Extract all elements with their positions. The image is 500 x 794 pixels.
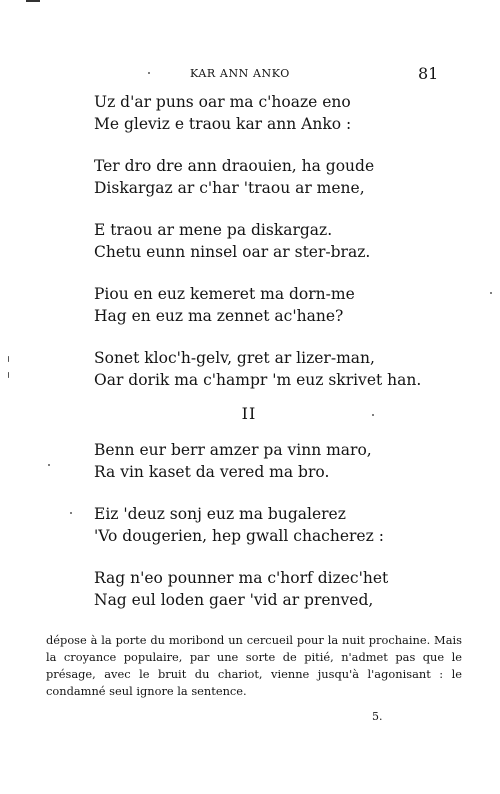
poem [94,91,474,611]
signature-mark: 5. [372,710,383,723]
section-numeral: II [241,404,257,423]
stanza [94,91,474,135]
verse-line: Piou en euz kemeret ma dorn-me [94,285,355,303]
verse-line: Uz d'ar puns oar ma c'hoaze eno [94,93,351,111]
stanza [94,283,474,327]
running-title: KAR ANN ANKO [190,67,290,80]
verse-line: 'Vo dougerien, hep gwall chacherez : [94,527,384,545]
print-speck [48,464,50,466]
corner-print-mark [26,0,40,5]
print-speck [8,372,9,378]
verse-line: Ter dro dre ann draouien, ha goude [94,157,375,175]
print-speck [70,512,72,514]
verse-line: Ra vin kaset da vered ma bro. [94,463,330,481]
verse-line: E traou ar mene pa diskargaz. [94,221,333,239]
print-speck [490,292,492,294]
verse-line: Diskargaz ar c'har 'traou ar mene, [94,179,365,197]
stanza [94,503,474,547]
stanza [94,347,474,391]
verse-line: Hag en euz ma zennet ac'hane? [94,307,344,325]
footnote-text: dépose à la porte du moribond un cercueil pour la nuit prochaine. Mais la croyance populaire, par une sorte de pitié, n'admet pas que le présage, avec le bruit du chariot, vienne jusqu'à l'agonisant : le condamné seul ignore la sentence. [46,633,462,698]
verse-line: Eiz 'deuz sonj euz ma bugalerez [94,505,346,523]
page-number: 81 [418,64,439,83]
stanza [94,567,474,611]
stanza [94,219,474,263]
print-speck [148,72,150,74]
footnote [46,632,462,700]
verse-line: Oar dorik ma c'hampr 'm euz skrivet han. [94,371,422,389]
verse-line: Benn eur berr amzer pa vinn maro, [94,441,372,459]
verse-line: Nag eul loden gaer 'vid ar prenved, [94,591,374,609]
verse-line: Sonet kloc'h-gelv, gret ar lizer-man, [94,349,375,367]
stanza [94,155,474,199]
print-speck [8,356,9,362]
verse-line: Me gleviz e traou kar ann Anko : [94,115,352,133]
print-speck [372,414,374,416]
running-head [0,64,500,84]
verse-line: Chetu eunn ninsel oar ar ster-braz. [94,243,371,261]
stanza [94,439,474,483]
verse-line: Rag n'eo pounner ma c'horf dizec'het [94,569,389,587]
